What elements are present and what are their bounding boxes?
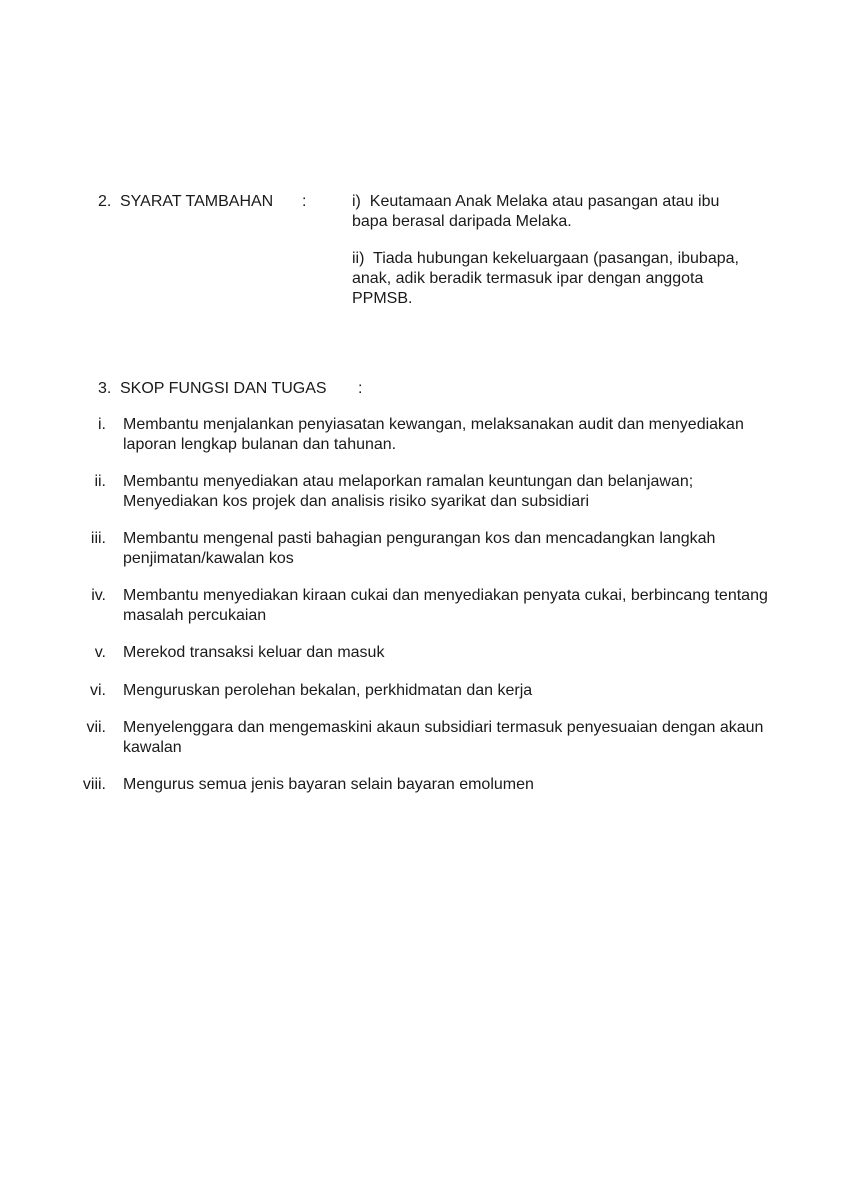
list-item-numeral: iii. xyxy=(90,530,106,547)
text-line: i) Keutamaan Anak Melaka atau pasangan atau ibu xyxy=(352,193,720,210)
text-line: Mengurus semua jenis bayaran selain bayaran emolumen xyxy=(123,776,534,793)
list-item-numeral: iv. xyxy=(91,587,106,604)
text-line: Menyediakan kos projek dan analisis risiko syarikat dan subsidiari xyxy=(123,492,590,510)
text-line: Menyelenggara dan mengemaskini akaun subsidiari termasuk penyesuaian dengan akaun xyxy=(123,719,764,736)
list-item-text xyxy=(123,586,768,625)
list-item xyxy=(60,681,758,701)
list-item-text xyxy=(123,775,758,795)
list-item-text xyxy=(123,643,758,663)
skop-list xyxy=(60,415,768,813)
text-line: bapa berasal daripada Melaka. xyxy=(352,213,572,230)
section-3-title: SKOP FUNGSI DAN TUGAS xyxy=(120,380,327,397)
section-2-heading xyxy=(98,192,273,212)
list-item-text xyxy=(123,415,758,454)
section-2-colon: : xyxy=(302,193,307,210)
text-line: Menguruskan perolehan bekalan, perkhidmatan dan kerja xyxy=(123,681,533,699)
list-item-numeral: vii. xyxy=(86,719,106,736)
text-line: Membantu mengenal pasti bahagian pengurangan kos dan mencadangkan langkah xyxy=(123,530,716,547)
list-item-numeral: v. xyxy=(94,644,106,661)
text-line: anak, adik beradik termasuk ipar dengan anggota xyxy=(352,270,704,287)
list-item-text xyxy=(123,681,758,701)
text-line: Membantu menyediakan kiraan cukai dan menyediakan penyata cukai, berbincang tentang xyxy=(123,587,768,604)
text-line: Membantu menjalankan penyiasatan kewangan, melaksanakan audit dan menyediakan xyxy=(123,416,744,433)
list-item-numeral: i. xyxy=(98,416,106,433)
text-line: Membantu menyediakan atau melaporkan ramalan keuntungan dan belanjawan; xyxy=(123,473,694,490)
text-line: PPMSB. xyxy=(352,290,413,307)
list-item-numeral: viii. xyxy=(82,776,106,793)
list-item xyxy=(60,472,758,511)
list-item-text xyxy=(123,718,764,757)
text-line: penjimatan/kawalan kos xyxy=(123,549,294,567)
syarat-clauses xyxy=(352,192,739,326)
clause-paragraph xyxy=(352,192,739,232)
list-item-numeral: ii. xyxy=(94,473,106,490)
list-item xyxy=(60,586,768,625)
text-line: masalah percukaian xyxy=(123,606,267,624)
text-line: laporan lengkap bulanan dan tahunan. xyxy=(123,435,397,453)
text-line: kawalan xyxy=(123,738,182,756)
list-item-text xyxy=(123,529,758,568)
section-2-title: SYARAT TAMBAHAN xyxy=(120,193,274,210)
list-item xyxy=(60,718,764,757)
section-2-number: 2. xyxy=(98,193,112,210)
section-3-heading xyxy=(98,379,327,399)
clause-paragraph xyxy=(352,249,739,309)
list-item-text xyxy=(123,472,758,511)
list-item-numeral: vi. xyxy=(90,681,106,699)
list-item xyxy=(60,529,758,568)
text-line: ii) Tiada hubungan kekeluargaan (pasangan, ibubapa, xyxy=(352,250,739,267)
list-item xyxy=(60,643,758,663)
list-item xyxy=(60,415,758,454)
text-line: Merekod transaksi keluar dan masuk xyxy=(123,644,385,661)
list-item xyxy=(60,775,758,795)
section-3-colon: : xyxy=(358,380,363,397)
section-3-number: 3. xyxy=(98,380,112,397)
